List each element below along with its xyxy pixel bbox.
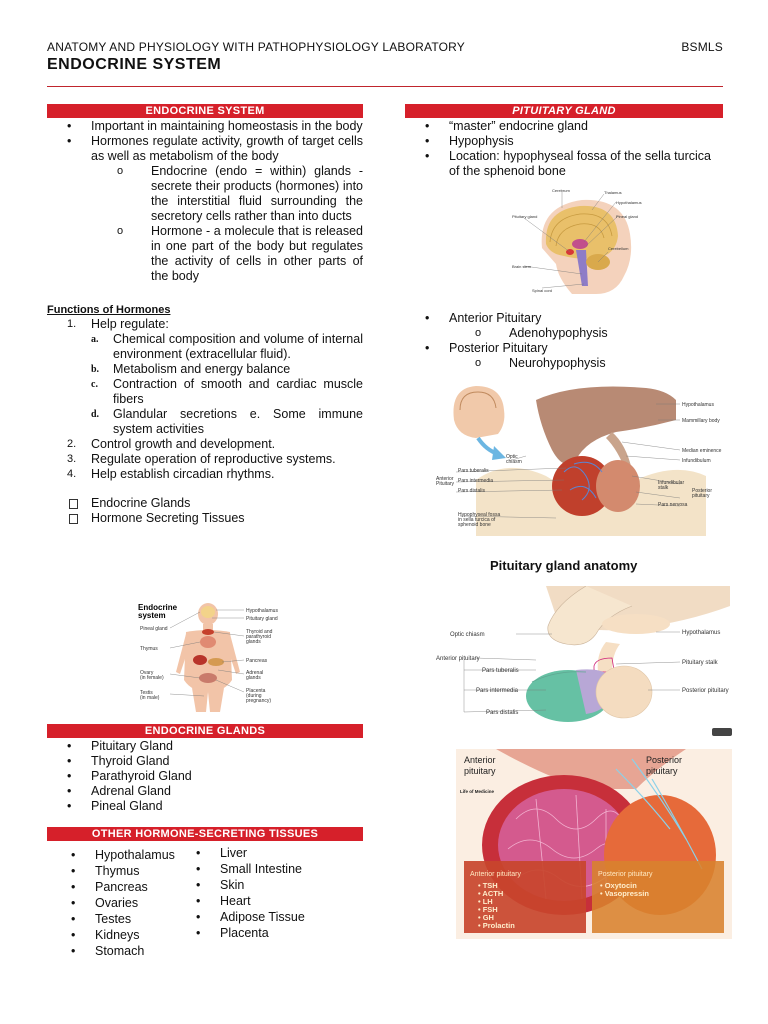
list-item: o Endocrine (endo = within) glands - secrete their products (hormones) into the interstitial fluid surrounding the secretory cells rather than into ducts	[47, 164, 363, 224]
list-letter: a.	[91, 334, 99, 345]
list-item: • Important in maintaining homeostasis in the body	[47, 119, 363, 134]
list-item: • Testes	[51, 911, 211, 927]
figure-title: system	[138, 611, 166, 620]
list-item	[47, 317, 363, 332]
list-item: o Neurohypophysis	[405, 356, 723, 371]
label-pineal: Pineal gland	[616, 214, 639, 219]
lobes-list	[405, 311, 723, 326]
posterior-lobe-shape	[596, 666, 652, 718]
label-optic: Optic	[506, 454, 518, 460]
label-testis: (in male)	[140, 695, 160, 701]
tissues-banner: OTHER HORMONE-SECRETING TISSUES	[47, 827, 363, 841]
list-number: 3.	[67, 453, 77, 465]
label-pars-distalis: Pars distalis	[486, 710, 519, 716]
list-item-text: Regulate operation of reproductive systems.	[91, 452, 336, 466]
list-item: • Placenta	[176, 925, 366, 941]
leg-right-shape	[208, 688, 224, 712]
hormone-item: • Oxytocin	[600, 881, 637, 890]
label-placenta: Placenta	[246, 688, 266, 694]
list-item: • Pineal Gland	[47, 799, 363, 814]
label-fossa: Hypophyseal fossa	[458, 512, 501, 518]
label-cerebellum: Cerebellum	[608, 246, 629, 251]
endocrine-glands-banner: ENDOCRINE GLANDS	[47, 724, 363, 738]
hormone-item: • Vasopressin	[600, 889, 649, 898]
label-adrenal: glands	[246, 675, 261, 681]
label-pancreas: Pancreas	[246, 658, 268, 664]
list-item	[47, 452, 363, 467]
functions-heading: Functions of Hormones	[47, 304, 171, 316]
anatomy-title: Pituitary gland anatomy	[490, 558, 638, 573]
pituitary-section-figure	[436, 380, 726, 536]
label-spinal-cord: Spinal cord	[532, 288, 553, 293]
tissues-list-col2	[176, 845, 366, 941]
list-item-text: Contraction of smooth and cardiac muscle fibers	[113, 377, 363, 406]
thyroid-shape	[202, 629, 214, 635]
list-item: • Pituitary Gland	[47, 739, 363, 754]
label-thyroid: glands	[246, 639, 261, 645]
hypothalamus-shape	[536, 387, 676, 465]
posterior-box-title: Posterior pituitary	[598, 871, 653, 878]
list-item: o Adenohypophysis	[405, 326, 723, 341]
header-rule	[47, 86, 723, 87]
organ-shape	[193, 655, 207, 665]
label-hypothalamus: Hypothalamus	[682, 630, 721, 636]
label-hypothalamus: Hypothalamus	[246, 608, 278, 614]
pituitary-anatomy-figure	[436, 586, 730, 722]
label-placenta: pregnancy)	[246, 698, 272, 704]
left-column	[47, 104, 363, 526]
label-mammillary: Mammillary body	[682, 418, 720, 424]
list-item	[47, 362, 363, 377]
tissues-section	[47, 827, 363, 841]
list-item	[47, 134, 363, 164]
list-item-text: Control growth and development.	[91, 437, 276, 451]
figure-title: Endocrine	[138, 603, 178, 612]
list-item: • Thyroid Gland	[47, 754, 363, 769]
watermark: Life of Medicine	[460, 789, 495, 794]
list-item: • Posterior Pituitary	[405, 341, 723, 356]
list-item-text: Help regulate:	[91, 317, 169, 331]
label-median-eminence: Median eminence	[682, 448, 722, 454]
pituitary-banner: PITUITARY GLAND	[405, 104, 723, 118]
label-pars-tuberalis: Pars tuberalis	[482, 668, 519, 674]
document-title: ENDOCRINE SYSTEM	[47, 56, 222, 73]
list-item: • Ovaries	[51, 895, 211, 911]
functions-list-cont	[47, 437, 363, 482]
right-column	[405, 104, 723, 179]
anterior-label: Anterior	[464, 755, 496, 765]
endocrine-sub-bullets	[47, 164, 363, 284]
label-testis: Testis	[140, 690, 153, 696]
label-pars-intermedia: Pars intermedia	[458, 478, 494, 484]
label-fossa: sphenoid bone	[458, 522, 491, 528]
head-inset-shape	[453, 386, 504, 438]
page-header	[47, 40, 723, 54]
list-item: Endocrine Glands	[47, 496, 363, 511]
label-brainstem: Brain stem	[512, 264, 532, 269]
arrow-head-shape	[492, 446, 506, 460]
posterior-lobe-shape	[596, 460, 640, 512]
category-list	[47, 496, 363, 526]
list-number: 4.	[67, 468, 77, 480]
list-number: 1.	[67, 318, 77, 330]
list-item-text: Metabolism and energy balance	[113, 362, 291, 376]
label-optic: chiasm	[506, 459, 522, 465]
list-letter: d.	[91, 409, 100, 420]
label-posterior: pituitary	[692, 493, 710, 499]
label-anterior: Anterior pituitary	[436, 656, 480, 662]
list-item-text: Hormones regulate activity, growth of target cells as well as metabolism of the body	[91, 134, 363, 163]
license-icon	[712, 728, 732, 736]
hormone-item: • ACTH	[478, 889, 504, 898]
list-item: • Liver	[176, 845, 366, 861]
list-item	[47, 377, 363, 407]
label-cerebrum: Cerebrum	[552, 188, 570, 193]
label-thymus: Thymus	[140, 646, 158, 652]
lobes-sub-list-2	[405, 356, 723, 371]
label-anterior: Anterior	[436, 476, 454, 482]
list-item: • Heart	[176, 893, 366, 909]
label-pars-distalis: Pars distalis	[458, 488, 485, 494]
label-thyroid: Thyroid and	[246, 629, 273, 635]
label-fossa: in sella turcica of	[458, 517, 496, 523]
list-item: • Skin	[176, 877, 366, 893]
posterior-label: pituitary	[646, 766, 678, 776]
hormone-item: • GH	[478, 913, 494, 922]
label-pituitary-stalk: Pituitary stalk	[682, 660, 718, 666]
label-adrenal: Adrenal	[246, 670, 264, 676]
list-item: o Hormone - a molecule that is released in one part of the body but regulates the activity of cells in other parts of the body	[47, 224, 363, 284]
list-item: • “master” endocrine gland	[405, 119, 723, 134]
glands-section	[47, 724, 363, 814]
list-item: • Anterior Pituitary	[405, 311, 723, 326]
regulate-list	[47, 332, 363, 437]
label-pituitary: Pituitary gland	[246, 616, 278, 622]
list-item: • Hypophysis	[405, 134, 723, 149]
posterior-label: Posterior	[646, 755, 683, 765]
label-pituitary: Pituitary gland	[512, 214, 538, 219]
endocrine-system-banner: ENDOCRINE SYSTEM	[47, 104, 363, 118]
hormone-item: • Prolactin	[478, 921, 515, 930]
pancreas-shape	[208, 658, 224, 666]
label-stalk: stalk	[658, 485, 669, 491]
label-thalamus: Thalamus	[604, 190, 622, 195]
list-item	[47, 467, 363, 482]
label-pars-intermedia: Pars intermedia	[476, 688, 519, 694]
list-item: • Parathyroid Gland	[47, 769, 363, 784]
glands-list	[47, 739, 363, 814]
list-item: Hormone Secreting Tissues	[47, 511, 363, 526]
lobes-sub-list	[405, 326, 723, 341]
hypothalamus-mass-shape	[602, 614, 670, 634]
list-item: • Location: hypophyseal fossa of the sella turcica of the sphenoid bone	[405, 149, 723, 179]
list-item: • Adipose Tissue	[176, 909, 366, 925]
list-item	[47, 332, 363, 362]
list-letter: b.	[91, 364, 100, 375]
label-stalk: Infundibular	[658, 480, 685, 486]
organ-shape	[199, 673, 217, 683]
course-code: BSMLS	[681, 40, 723, 54]
list-number: 2.	[67, 438, 77, 450]
label-infundibulum: Infundibulum	[682, 458, 711, 464]
pituitary-bullets	[405, 119, 723, 179]
list-item: • Stomach	[51, 943, 211, 959]
hormone-item: • LH	[478, 897, 493, 906]
list-item: • Thymus	[51, 863, 211, 879]
leg-left-shape	[192, 688, 208, 712]
pituitary-hormones-figure	[456, 749, 732, 939]
list-item	[47, 437, 363, 452]
label-placenta: (during	[246, 693, 262, 699]
list-item-text: Chemical composition and volume of internal environment (extracellular fluid).	[113, 332, 363, 361]
list-letter: c.	[91, 379, 98, 390]
label-pars-tuberalis: Pars tuberalis	[458, 468, 489, 474]
brain-shape	[201, 606, 215, 618]
label-posterior-pituitary: Posterior pituitary	[682, 688, 729, 694]
lobes-list-2	[405, 341, 723, 356]
anterior-label: pituitary	[464, 766, 496, 776]
label-pineal: Pineal gland	[140, 626, 168, 632]
thalamus-shape	[572, 239, 588, 249]
list-item: • Small Intestine	[176, 861, 366, 877]
list-item: • Pancreas	[51, 879, 211, 895]
brain-figure	[512, 188, 650, 296]
course-title: ANATOMY AND PHYSIOLOGY WITH PATHOPHYSIOLOGY LABORATORY	[47, 40, 466, 54]
label-ovary: (in female)	[140, 675, 164, 681]
list-item: • Kidneys	[51, 927, 211, 943]
hormone-item: • FSH	[478, 905, 498, 914]
label-optic-chiasm: Optic chiasm	[450, 632, 485, 638]
list-item-text: Glandular secretions e. Some immune system activities	[113, 407, 363, 436]
list-item: • Adrenal Gland	[47, 784, 363, 799]
list-item-text: Help establish circadian rhythms.	[91, 467, 275, 481]
endocrine-bullets	[47, 119, 363, 164]
list-item	[47, 407, 363, 437]
label-anterior: Pituitary	[436, 481, 455, 487]
hormone-item: • TSH	[478, 881, 498, 890]
functions-list	[47, 317, 363, 332]
list-item: • Hypothalamus	[51, 847, 211, 863]
label-pars-nervosa: Pars nervosa	[658, 502, 688, 508]
thymus-shape	[200, 636, 216, 648]
label-ovary: Ovary	[140, 670, 154, 676]
label-posterior: Posterior	[692, 488, 713, 494]
label-thyroid: parathyroid	[246, 634, 272, 640]
endocrine-system-figure	[136, 600, 326, 712]
label-hypothalamus: Hypothalamus	[616, 200, 642, 205]
label-hypothalamus: Hypothalamus	[682, 402, 714, 408]
anterior-box-title: Anterior pituitary	[470, 871, 521, 878]
